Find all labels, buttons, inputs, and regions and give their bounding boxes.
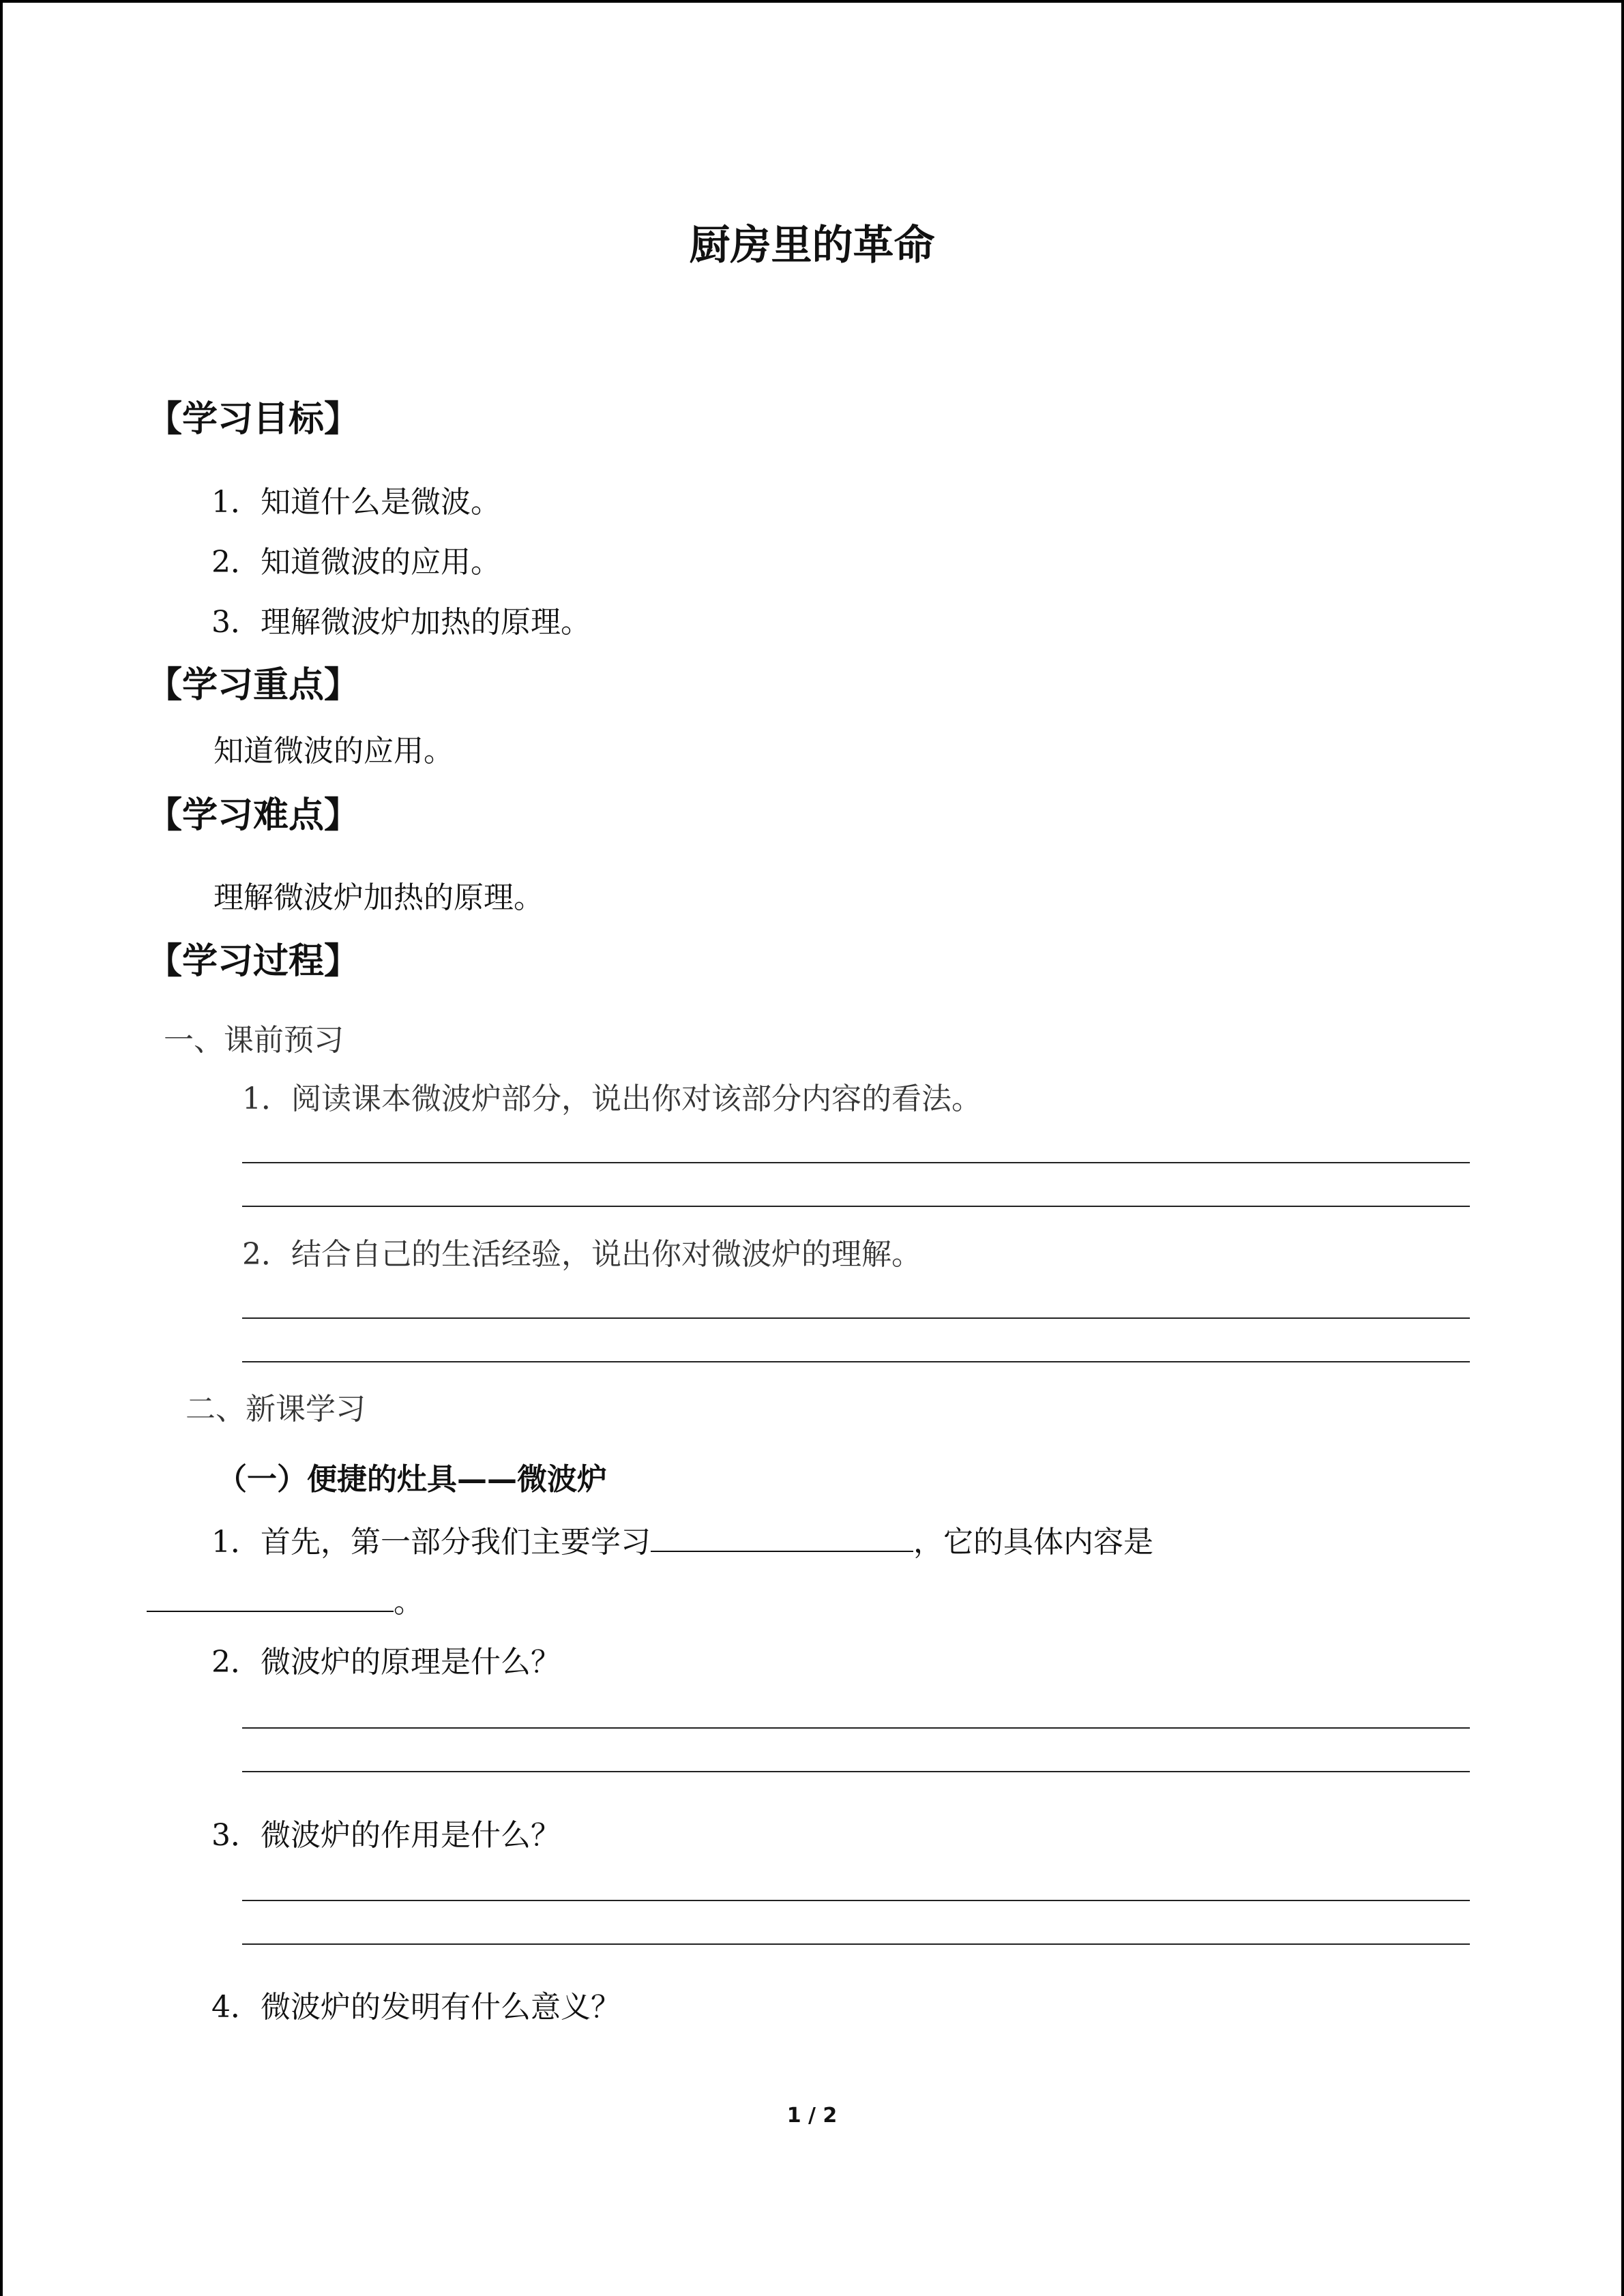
objectives-heading: 【学习目标】: [147, 399, 360, 440]
page-number: 1 / 2: [786, 2104, 838, 2128]
answer-line[interactable]: [242, 1727, 1470, 1729]
lesson-question-3: 3．微波炉的作用是什么？: [211, 1818, 561, 1853]
preview-question-1: 1．阅读课本微波炉部分，说出你对该部分内容的看法。: [242, 1082, 981, 1116]
new-lesson-subheading: （一）便捷的灶具——微波炉: [217, 1462, 607, 1497]
page-border-right: [1621, 0, 1624, 2296]
new-lesson-heading: 二、新课学习: [186, 1392, 366, 1427]
answer-line[interactable]: [242, 1771, 1470, 1772]
objective-item-1: 1．知道什么是微波。: [211, 485, 501, 520]
lesson-question-4: 4．微波炉的发明有什么意义？: [211, 1990, 621, 2025]
question-1-part-1: 1．首先，第一部分我们主要学习: [211, 1525, 651, 1560]
document-title: 厨房里的革命: [689, 222, 935, 269]
answer-line[interactable]: [242, 1206, 1470, 1207]
question-1-part-2: ，它的具体内容是: [913, 1525, 1153, 1560]
lesson-question-2: 2．微波炉的原理是什么？: [211, 1645, 561, 1680]
key-point-heading: 【学习重点】: [147, 665, 360, 706]
answer-line[interactable]: [242, 1317, 1470, 1319]
fill-in-blank[interactable]: [651, 1521, 913, 1552]
objective-item-3: 3．理解微波炉加热的原理。: [211, 605, 591, 640]
question-1-end: 。: [394, 1585, 424, 1620]
page-border-left: [0, 0, 3, 2296]
page-border-top: [0, 0, 1624, 3]
process-heading: 【学习过程】: [147, 941, 360, 982]
lesson-question-1-continued: [147, 1577, 424, 1621]
key-point-text: 知道微波的应用。: [213, 734, 454, 769]
preview-heading: 一、课前预习: [164, 1023, 344, 1058]
fill-in-blank[interactable]: [147, 1581, 394, 1612]
answer-line[interactable]: [242, 1162, 1470, 1163]
lesson-question-1: [211, 1517, 1153, 1561]
difficulty-text: 理解微波炉加热的原理。: [213, 880, 544, 915]
answer-line[interactable]: [242, 1943, 1470, 1945]
answer-line[interactable]: [242, 1900, 1470, 1901]
preview-question-2: 2．结合自己的生活经验，说出你对微波炉的理解。: [242, 1237, 921, 1272]
answer-line[interactable]: [242, 1361, 1470, 1362]
difficulty-heading: 【学习难点】: [147, 795, 360, 836]
objective-item-2: 2．知道微波的应用。: [211, 545, 501, 580]
